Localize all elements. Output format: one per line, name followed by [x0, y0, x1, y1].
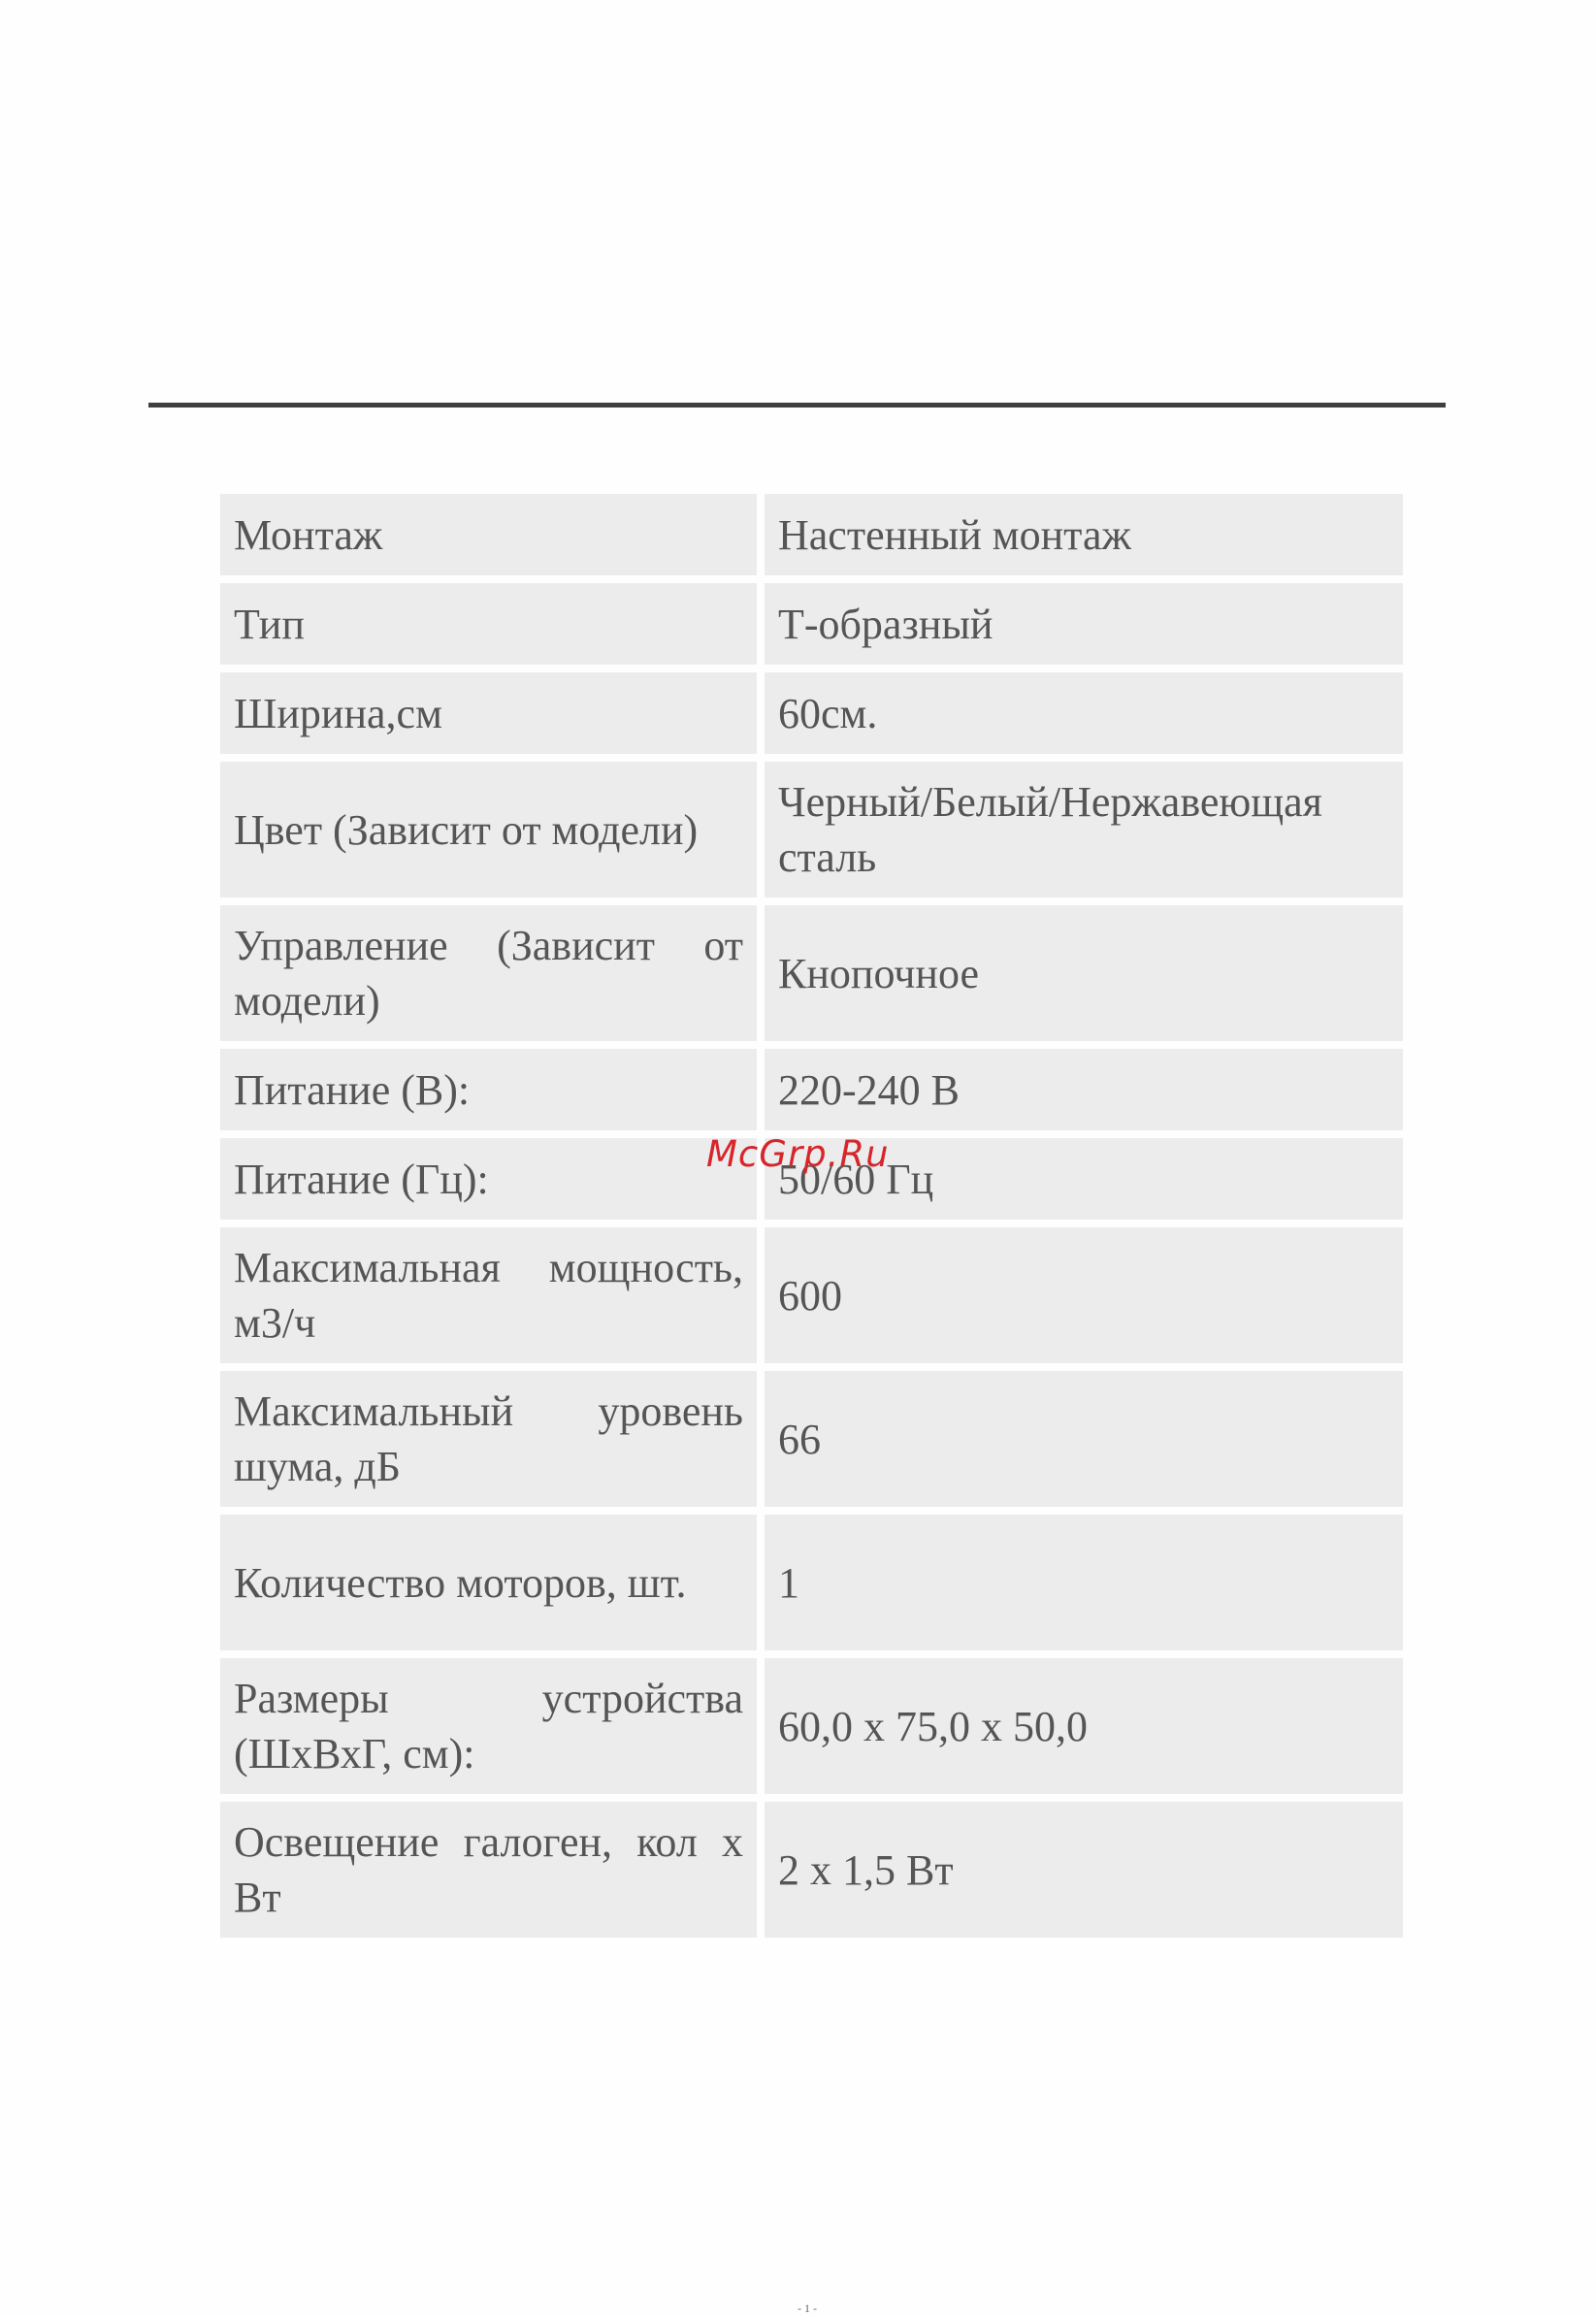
table-row: [220, 1802, 1403, 1938]
table-row: [220, 494, 1403, 575]
spec-value: 50/60 Гц: [765, 1138, 1403, 1220]
spec-value: 2 х 1,5 Вт: [765, 1802, 1403, 1938]
table-row: [220, 905, 1403, 1041]
table-row: [220, 1658, 1403, 1794]
spec-value: 600: [765, 1227, 1403, 1363]
table-row: [220, 672, 1403, 754]
spec-value: 1: [765, 1515, 1403, 1650]
spec-label: Максимальный уровень шума, дБ: [220, 1371, 757, 1507]
spec-label: Максимальная мощность, м3/ч: [220, 1227, 757, 1363]
table-row: [220, 1515, 1403, 1650]
spec-value: Кнопочное: [765, 905, 1403, 1041]
page-number: - 1 -: [798, 2301, 817, 2315]
table-row: [220, 583, 1403, 665]
specifications-table: [220, 494, 1403, 1945]
spec-value: Т-образный: [765, 583, 1403, 665]
watermark: McGrp.Ru: [706, 1133, 890, 1175]
spec-value: 60см.: [765, 672, 1403, 754]
spec-value: 66: [765, 1371, 1403, 1507]
spec-label: Монтаж: [220, 494, 757, 575]
spec-value: Настенный монтаж: [765, 494, 1403, 575]
spec-value: Черный/Белый/Нержавеющая сталь: [765, 762, 1403, 897]
spec-label: Управление (Зависит от модели): [220, 905, 757, 1041]
spec-label: Размеры устройства (ШхВхГ, см):: [220, 1658, 757, 1794]
table-row: [220, 1227, 1403, 1363]
table-row: [220, 762, 1403, 897]
table-row: [220, 1371, 1403, 1507]
spec-label: Количество моторов, шт.: [220, 1515, 757, 1650]
spec-label: Цвет (Зависит от модели): [220, 762, 757, 897]
table-row: [220, 1049, 1403, 1130]
spec-label: Тип: [220, 583, 757, 665]
spec-label: Питание (Гц):: [220, 1138, 757, 1220]
spec-value: 60,0 х 75,0 х 50,0: [765, 1658, 1403, 1794]
spec-label: Освещение галоген, кол х Вт: [220, 1802, 757, 1938]
spec-label: Ширина,см: [220, 672, 757, 754]
spec-value: 220-240 В: [765, 1049, 1403, 1130]
spec-label: Питание (В):: [220, 1049, 757, 1130]
top-divider: [148, 403, 1446, 408]
